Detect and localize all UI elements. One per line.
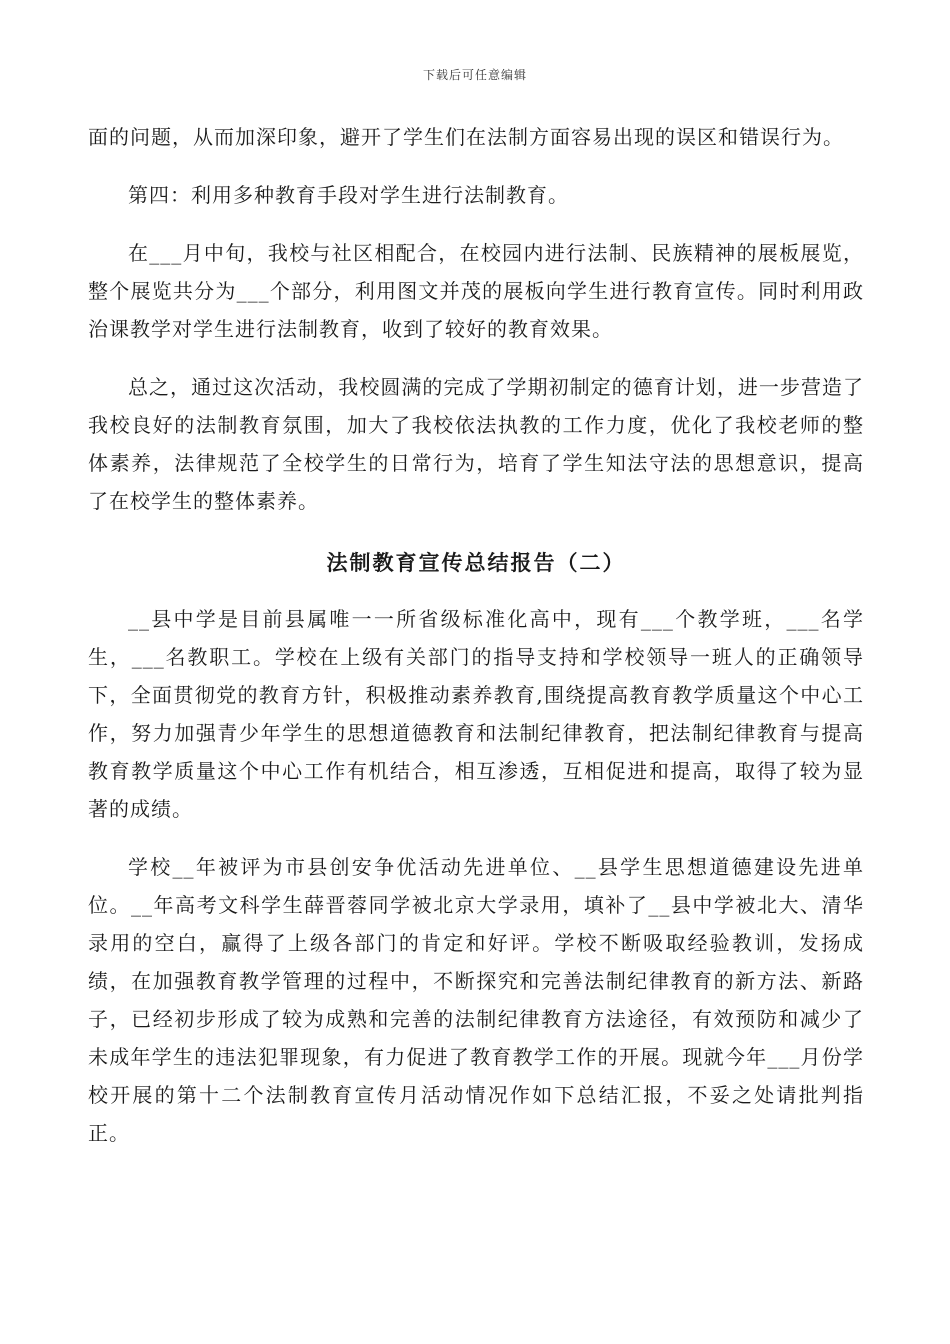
paragraph-school-intro: __县中学是目前县属唯一一所省级标准化高中，现有___个教学班，___名学生，___名教职工。学校在上级有关部门的指导支持和学校领导一班人的正确领导下，全面贯彻党的教育方针，积极推动素养教育,围绕提高教育教学质量这个中心工作，努力加强青少年学生的思想道德教育和法制纪律教育，把法制纪律教育与提高教育教学质量这个中心工作有机结合，相互渗透，互相促进和提高，取得了较为显著的成绩。: [88, 607, 864, 821]
paragraph-conclusion: 总之，通过这次活动，我校圆满的完成了学期初制定的德育计划，进一步营造了我校良好的法制教育氛围，加大了我校依法执教的工作力度，优化了我校老师的整体素养，法律规范了全校学生的日常行为，培育了学生知法守法的思想意识，提高了在校学生的整体素养。: [88, 375, 864, 513]
section-title: 法制教育宣传总结报告（二）: [326, 550, 626, 575]
document-body: [88, 118, 864, 1152]
paragraph-continuation: 面的问题，从而加深印象，避开了学生们在法制方面容易出现的误区和错误行为。: [88, 125, 844, 149]
header-note: 下载后可任意编辑: [422, 68, 527, 82]
paragraph-school-achievements: 学校__年被评为市县创安争优活动先进单位、__县学生思想道德建设先进单位。__年高考文科学生薛晋蓉同学被北京大学录用，填补了__县中学被北大、清华录用的空白，赢得了上级各部门的肯定和好评。学校不断吸取经验教训，发扬成绩，在加强教育教学管理的过程中，不断探究和完善法制纪律教育的新方法、新路子，已经初步形成了较为成熟和完善的法制纪律教育方法途径，有效预防和减少了未成年学生的违法犯罪现象，有力促进了教育教学工作的开展。现就今年___月份学校开展的第十二个法制教育宣传月活动情况作如下总结汇报，不妥之处请批判指正。: [88, 855, 864, 1145]
paragraph-point-four: 第四：利用多种教育手段对学生进行法制教育。: [128, 183, 569, 207]
paragraph-exhibition: 在___月中旬，我校与社区相配合，在校园内进行法制、民族精神的展板展览，整个展览共分为___个部分，利用图文并茂的展板向学生进行教育宣传。同时利用政治课教学对学生进行法制教育，收到了较好的教育效果。: [88, 241, 864, 341]
